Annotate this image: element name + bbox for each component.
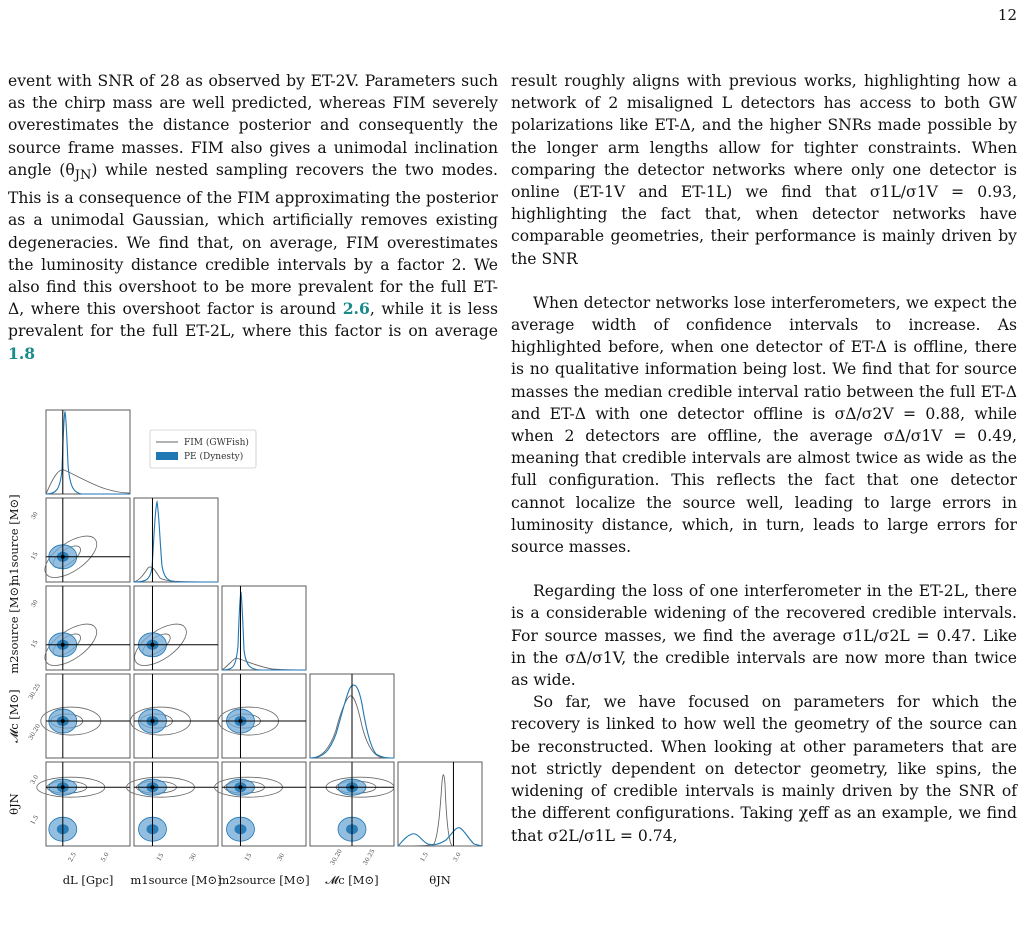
subscript: JN — [74, 167, 92, 183]
corner-plot — [0, 404, 500, 922]
truth-marker — [61, 643, 65, 647]
truth-marker — [150, 785, 154, 789]
x-axis-label: 𝓜c [M⊙] — [325, 873, 379, 887]
page-number: 12 — [997, 6, 1017, 24]
corner-plot-figure — [0, 404, 500, 922]
panel-frame — [222, 586, 306, 670]
truth-marker — [150, 643, 154, 647]
reference-link[interactable]: 2.6 — [342, 299, 370, 319]
scatter-panel — [128, 586, 218, 673]
legend-pe-swatch — [156, 452, 178, 460]
text-run: event with SNR of 28 as observed by ET-2V. Parameters such as the chirp mass are well predicted, whereas FIM severely overestimates the distance posterior and consequently the source frame masses. FIM also gives a unimodal inclination angle (θ — [8, 72, 498, 179]
text-run: ) while nested sampling recovers the two modes. This is a consequence of the FIM approximating the posterior as a unimodal Gaussian, which artificially removes existing degeneracies. We find that, on average, FIM overestimates the luminosity distance credible intervals by a factor 2. We also find this overshoot to be more prevalent for the full ET-Δ, where this overshoot factor is around — [8, 160, 498, 319]
right-paragraph-3: Regarding the loss of one interferometer in the ET-2L, there is a considerable widening of the recovered credible intervals. For source masses, we find the average σ1L/σ2L = 0.47. Like in the σΔ/σ1V, the credible intervals are now more than twice as wide. — [511, 582, 1017, 690]
scatter-panel — [214, 762, 306, 846]
y-axis-label: 𝓜c [M⊙] — [7, 689, 21, 743]
diagonal-panel — [222, 586, 306, 670]
truth-marker — [238, 719, 242, 723]
y-axis-label: θJN — [7, 793, 21, 815]
y-tick-label: 30.20 — [27, 722, 43, 742]
text-run: , while it is less prevalent for the full ET-2L, where this factor is on average — [8, 300, 499, 341]
truth-marker — [238, 785, 242, 789]
reference-link[interactable]: 1.8 — [8, 343, 36, 363]
x-tick-label: 1.5 — [419, 851, 430, 864]
right-paragraph-2: When detector networks lose interferometers, we expect the average width of confidence intervals to increase. As highlighted before, when one detector of ET-Δ is offline, there is no qualitative information being lost. We find that for source masses the median credible interval ratio between the full ET-Δ and ET-Δ with one detector offline is σΔ/σ2V = 0.88, while when 2 detectors are offline, the average σΔ/σ1V = 0.49, meaning that credible intervals are almost twice as wide as the full configuration. This reflects the fact that one detector cannot localize the source well, leading to large errors in luminosity distance, which, in turn, leads to large errors for source masses. — [511, 293, 1017, 557]
y-axis-label: m2source [M⊙] — [7, 582, 21, 674]
fim-marginal — [46, 470, 130, 494]
diagonal-panel — [398, 762, 482, 846]
left-paragraph — [8, 70, 498, 365]
scatter-panel — [38, 586, 130, 673]
diagonal-panel — [134, 498, 218, 582]
x-tick-label: 15 — [243, 852, 254, 863]
scatter-panel — [41, 674, 130, 758]
right-column — [511, 70, 1017, 847]
x-tick-label: 15 — [155, 852, 166, 863]
fim-marginal — [398, 775, 482, 846]
y-tick-label: 3.0 — [29, 773, 41, 786]
y-tick-label: 30 — [29, 510, 40, 521]
legend-pe-label: PE (Dynesty) — [184, 452, 244, 462]
truth-marker — [61, 555, 65, 559]
y-axis-label: m1source [M⊙] — [7, 494, 21, 586]
scatter-panel — [310, 762, 394, 846]
y-tick-label: 15 — [29, 550, 40, 562]
x-tick-label: 3.0 — [451, 851, 463, 864]
x-tick-label: 30 — [188, 852, 199, 863]
x-axis-label: m2source [M⊙] — [218, 873, 310, 887]
diagonal-panel — [310, 674, 394, 758]
truth-marker — [150, 719, 154, 723]
legend-frame — [150, 430, 256, 468]
diagonal-panel — [46, 410, 130, 494]
x-tick-label: 5.0 — [99, 851, 111, 864]
scatter-panel — [130, 674, 218, 758]
truth-marker — [61, 719, 65, 723]
x-tick-label: 30.25 — [361, 848, 377, 867]
legend-fim-label: FIM (GWFish) — [184, 438, 249, 448]
scatter-panel — [38, 498, 130, 585]
right-paragraph-4: So far, we have focused on parameters for which the recovery is linked to how well the geometry of the source can be reconstructed. When looking at other parameters that are not strictly dependent on detector geometry, like spins, the widening of credible intervals is mainly driven by the SNR of the different configurations. Taking χeff as an example, we find that σ2L/σ1L = 0.74, — [511, 693, 1017, 845]
legend — [150, 430, 256, 468]
truth-marker — [350, 785, 354, 789]
x-axis-label: dL [Gpc] — [62, 873, 114, 887]
left-column — [8, 70, 498, 365]
panel-frame — [134, 586, 218, 670]
truth-marker — [61, 785, 65, 789]
scatter-panel — [218, 674, 306, 758]
pe-marginal — [222, 592, 306, 670]
panel-frame — [46, 586, 130, 670]
y-tick-label: 15 — [29, 638, 40, 650]
x-axis-label: m1source [M⊙] — [130, 873, 222, 887]
y-tick-label: 30 — [29, 598, 40, 609]
x-tick-label: 2.5 — [67, 851, 78, 864]
pe-marginal — [398, 828, 482, 846]
right-paragraph-1: result roughly aligns with previous works, highlighting how a network of 2 misaligned L detectors has access to both GW polarizations like ET-Δ, and the higher SNRs made possible by the longer arm lengths allow for tighter constraints. When comparing the detector networks where only one detector is online (ET-1V and ET-1L) we find that σ1L/σ1V = 0.93, highlighting the fact that, when detector networks have comparable geometries, their performance is mainly driven by the SNR — [511, 72, 1017, 268]
scatter-panel — [37, 762, 130, 846]
y-tick-label: 1.5 — [29, 814, 41, 826]
panel-frame — [46, 498, 130, 582]
x-axis-label: θJN — [429, 873, 451, 887]
y-tick-label: 30.25 — [27, 682, 43, 701]
x-tick-label: 30.20 — [329, 848, 344, 867]
x-tick-label: 30 — [276, 852, 287, 863]
scatter-panel — [126, 762, 218, 846]
